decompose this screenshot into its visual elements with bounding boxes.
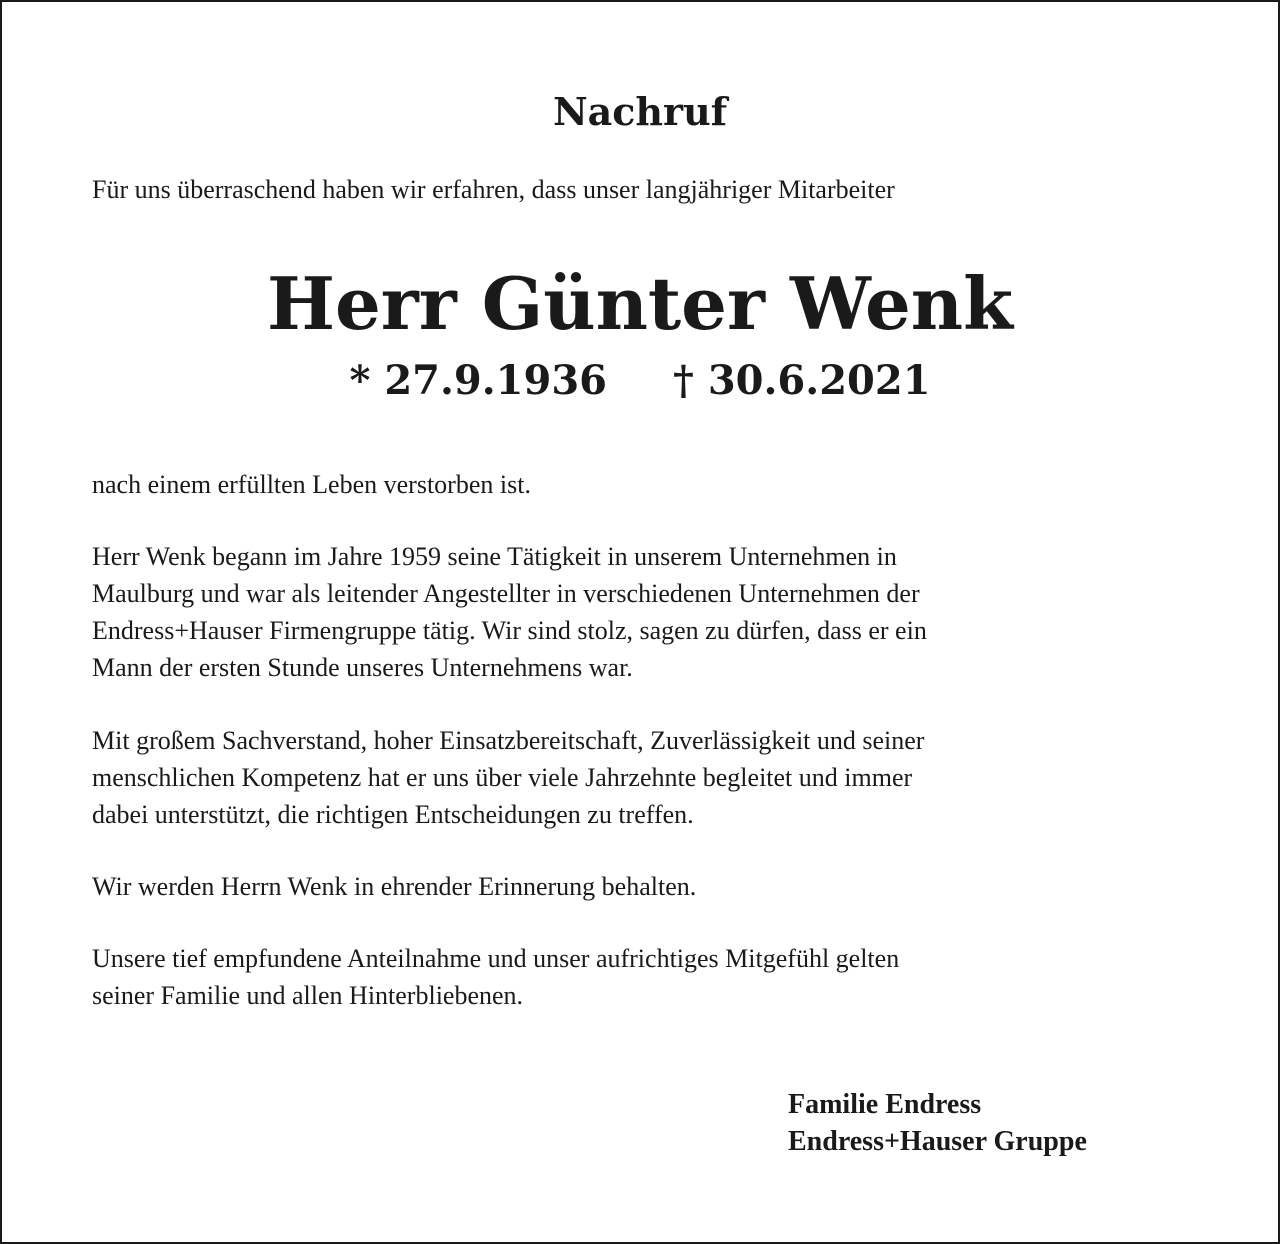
signature-block (788, 1086, 1087, 1160)
text-line: dabei unterstützt, die richtigen Entscheidungen zu treffen. (92, 800, 694, 829)
intro-text: Für uns überraschend haben wir erfahren, dass unser langjähriger Mitarbeiter (92, 175, 895, 204)
deceased-name: Herr Günter Wenk (266, 261, 1014, 346)
paragraph-remembrance (92, 868, 1202, 905)
text-line: Unsere tief empfundene Anteilnahme und unser aufrichtiges Mitgefühl gelten (92, 944, 900, 973)
text-line: nach einem erfüllten Leben verstorben ist. (92, 470, 531, 499)
paragraph-tribute (92, 722, 1202, 833)
signature-company: Endress+Hauser Gruppe (788, 1126, 1087, 1157)
paragraph-condolences (92, 940, 1202, 1014)
birth-date: * 27.9.1936 (349, 357, 607, 404)
life-dates (2, 356, 1278, 406)
text-line: Maulburg und war als leitender Angestellter in verschiedenen Unternehmen der (92, 579, 920, 608)
text-line: menschlichen Kompetenz hat er uns über viele Jahrzehnte begleitet und immer (92, 763, 913, 792)
text-line: Endress+Hauser Firmengruppe tätig. Wir sind stolz, sagen zu dürfen, dass er ein (92, 616, 927, 645)
text-line: Mit großem Sachverstand, hoher Einsatzbereitschaft, Zuverlässigkeit und seiner (92, 726, 925, 755)
death-date: † 30.6.2021 (673, 357, 931, 404)
signature-family: Familie Endress (788, 1089, 982, 1120)
text-line: seiner Familie und allen Hinterbliebenen. (92, 981, 524, 1010)
text-line: Wir werden Herrn Wenk in ehrender Erinnerung behalten. (92, 872, 697, 901)
text-line: Herr Wenk begann im Jahre 1959 seine Tätigkeit in unserem Unternehmen in (92, 542, 897, 571)
text-line: Mann der ersten Stunde unseres Unternehmens war. (92, 653, 633, 682)
paragraph-closing-sentence (92, 466, 1202, 503)
notice-heading: Nachruf (552, 89, 728, 134)
paragraph-career (92, 538, 1202, 686)
